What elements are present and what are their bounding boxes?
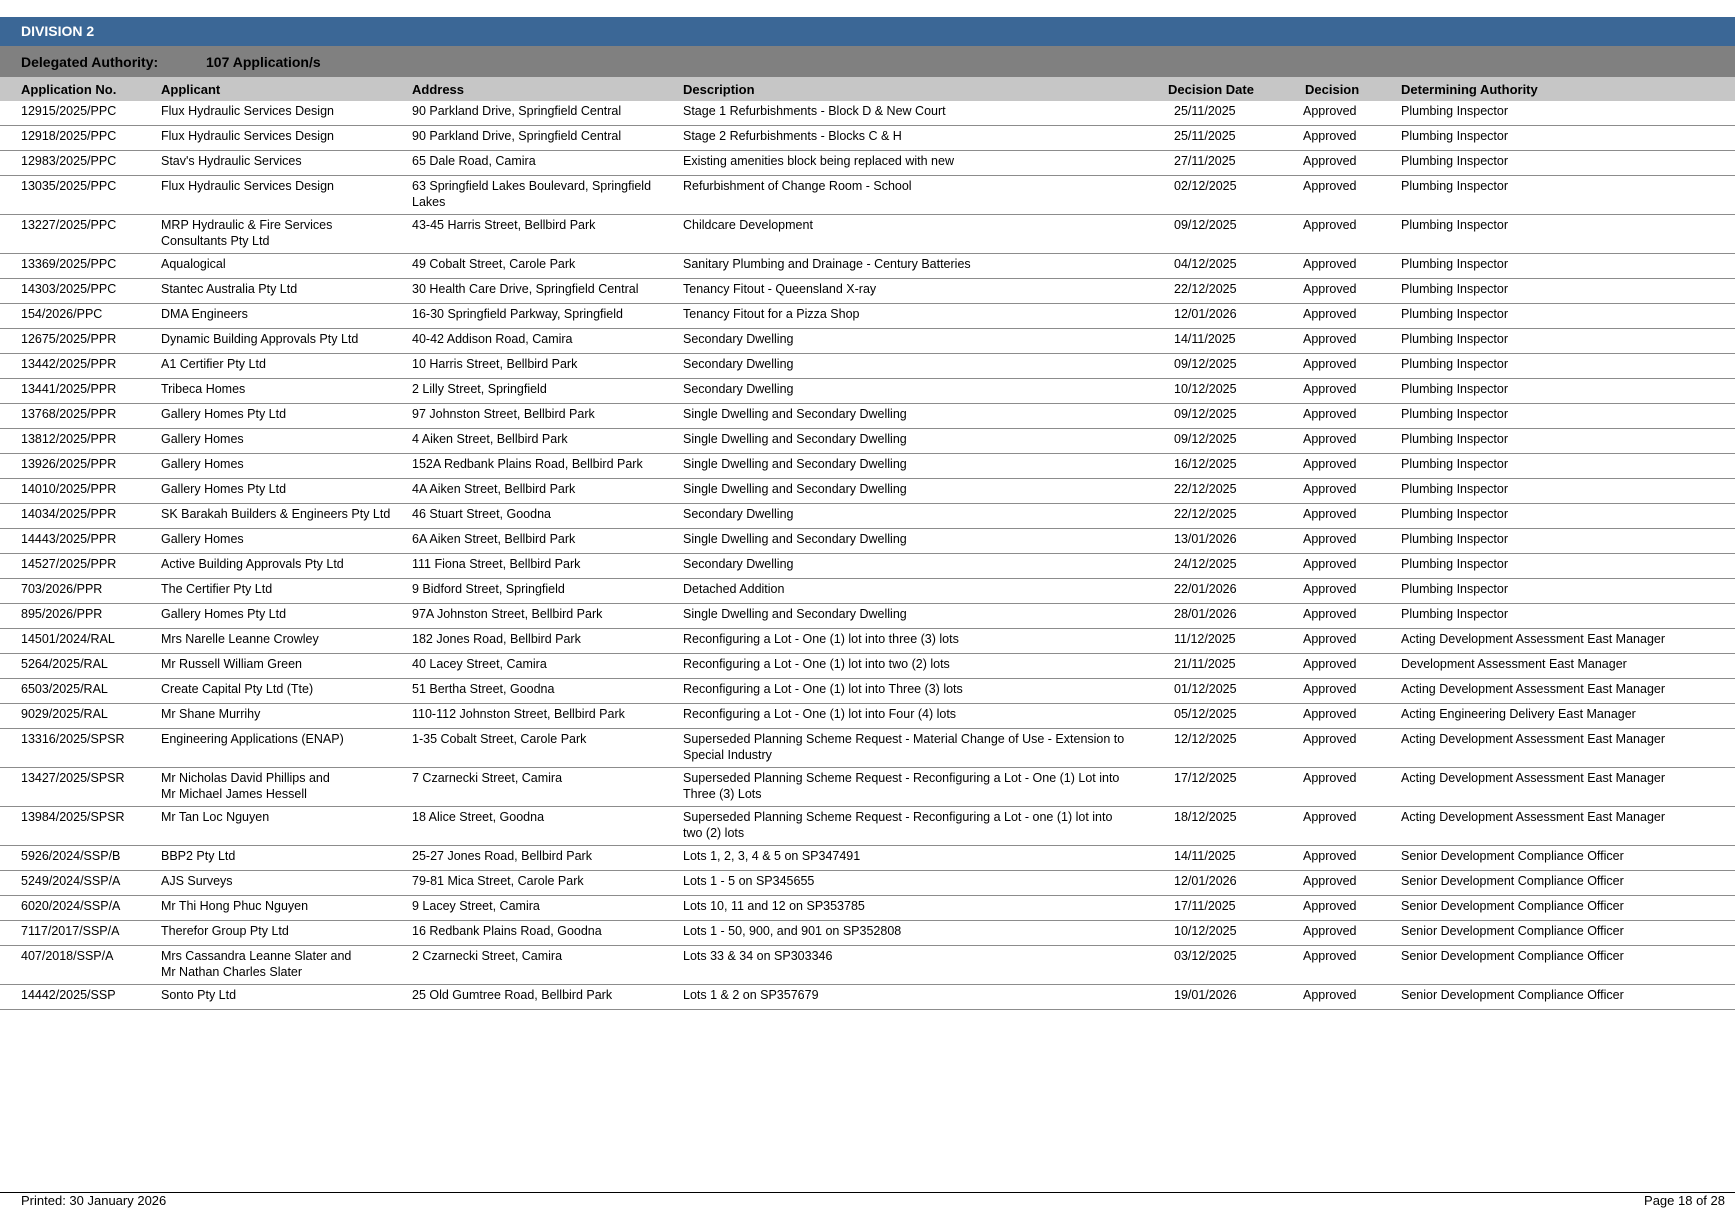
table-row	[0, 404, 1735, 429]
cell-address: 2 Czarnecki Street, Camira	[412, 949, 563, 963]
table-row	[0, 151, 1735, 176]
table-row	[0, 554, 1735, 579]
header-application-no: Application No.	[21, 82, 117, 97]
cell-determining-authority: Plumbing Inspector	[1401, 457, 1509, 471]
table-row	[0, 729, 1735, 768]
header-address: Address	[412, 82, 465, 97]
cell-application-no: 13227/2025/PPC	[21, 218, 117, 232]
table-row	[0, 454, 1735, 479]
cell-decision: Approved	[1303, 482, 1357, 496]
cell-decision-date: 10/12/2025	[1174, 924, 1237, 938]
cell-application-no: 9029/2025/RAL	[21, 707, 108, 721]
division-header	[0, 17, 1735, 46]
cell-applicant: Flux Hydraulic Services Design	[161, 104, 334, 118]
table-row	[0, 629, 1735, 654]
cell-decision: Approved	[1303, 949, 1357, 963]
cell-description: Single Dwelling and Secondary Dwelling	[683, 457, 907, 471]
cell-address: 16 Redbank Plains Road, Goodna	[412, 924, 602, 938]
cell-application-no: 14501/2024/RAL	[21, 632, 115, 646]
cell-determining-authority: Plumbing Inspector	[1401, 218, 1509, 232]
cell-applicant: Gallery Homes	[161, 432, 244, 446]
table-row	[0, 176, 1735, 215]
table-row	[0, 304, 1735, 329]
cell-decision-date: 04/12/2025	[1174, 257, 1237, 271]
cell-application-no: 13035/2025/PPC	[21, 179, 117, 193]
application-count: 107 Application/s	[206, 54, 321, 70]
cell-applicant: Aqualogical	[161, 257, 226, 271]
cell-address: 1-35 Cobalt Street, Carole Park	[412, 732, 587, 746]
cell-decision: Approved	[1303, 707, 1357, 721]
cell-description: Secondary Dwelling	[683, 332, 794, 346]
cell-description: Lots 1 - 5 on SP345655	[683, 874, 815, 888]
cell-applicant: Gallery Homes Pty Ltd	[161, 407, 287, 421]
cell-decision: Approved	[1303, 179, 1357, 193]
cell-description: Reconfiguring a Lot - One (1) lot into two (2) lots	[683, 657, 950, 671]
cell-application-no: 154/2026/PPC	[21, 307, 103, 321]
cell-address: 10 Harris Street, Bellbird Park	[412, 357, 578, 371]
cell-description: Stage 1 Refurbishments - Block D & New Court	[683, 104, 946, 118]
cell-decision: Approved	[1303, 307, 1357, 321]
cell-description: Childcare Development	[683, 218, 813, 232]
table-row	[0, 354, 1735, 379]
cell-applicant: Mr Russell William Green	[161, 657, 302, 671]
cell-application-no: 14010/2025/PPR	[21, 482, 117, 496]
cell-description: Lots 1 & 2 on SP357679	[683, 988, 819, 1002]
cell-address: 63 Springfield Lakes Boulevard, Springfield Lakes	[412, 179, 652, 209]
header-description: Description	[683, 82, 755, 97]
cell-application-no: 5249/2024/SSP/A	[21, 874, 121, 888]
cell-address: 111 Fiona Street, Bellbird Park	[412, 557, 581, 571]
cell-decision-date: 10/12/2025	[1174, 382, 1237, 396]
cell-determining-authority: Acting Development Assessment East Manager	[1401, 810, 1666, 824]
table-row	[0, 579, 1735, 604]
cell-address: 9 Lacey Street, Camira	[412, 899, 540, 913]
cell-decision: Approved	[1303, 407, 1357, 421]
cell-description: Secondary Dwelling	[683, 507, 794, 521]
footer-divider	[0, 1192, 1735, 1193]
cell-applicant: DMA Engineers	[161, 307, 248, 321]
cell-address: 65 Dale Road, Camira	[412, 154, 536, 168]
cell-decision-date: 25/11/2025	[1174, 104, 1236, 118]
cell-determining-authority: Plumbing Inspector	[1401, 507, 1509, 521]
cell-decision: Approved	[1303, 154, 1357, 168]
cell-application-no: 7117/2017/SSP/A	[21, 924, 120, 938]
cell-applicant: Mrs Cassandra Leanne Slater and Mr Nathan Charles Slater	[161, 949, 352, 979]
cell-determining-authority: Plumbing Inspector	[1401, 582, 1509, 596]
cell-application-no: 5926/2024/SSP/B	[21, 849, 121, 863]
cell-applicant: Stav's Hydraulic Services	[161, 154, 302, 168]
cell-address: 7 Czarnecki Street, Camira	[412, 771, 563, 785]
cell-decision: Approved	[1303, 657, 1357, 671]
cell-determining-authority: Senior Development Compliance Officer	[1401, 874, 1624, 888]
cell-decision-date: 16/12/2025	[1174, 457, 1237, 471]
cell-application-no: 6503/2025/RAL	[21, 682, 108, 696]
cell-description: Secondary Dwelling	[683, 382, 794, 396]
cell-address: 152A Redbank Plains Road, Bellbird Park	[412, 457, 643, 471]
cell-application-no: 13812/2025/PPR	[21, 432, 117, 446]
cell-applicant: Mrs Narelle Leanne Crowley	[161, 632, 319, 646]
table-row	[0, 429, 1735, 454]
cell-decision-date: 12/01/2026	[1174, 307, 1237, 321]
cell-determining-authority: Acting Development Assessment East Manager	[1401, 732, 1666, 746]
cell-applicant: Mr Nicholas David Phillips and Mr Michael James Hessell	[161, 771, 330, 801]
cell-description: Existing amenities block being replaced with new	[683, 154, 954, 168]
table-row	[0, 479, 1735, 504]
cell-decision-date: 22/12/2025	[1174, 282, 1237, 296]
cell-determining-authority: Senior Development Compliance Officer	[1401, 988, 1624, 1002]
cell-address: 25-27 Jones Road, Bellbird Park	[412, 849, 592, 863]
division-title: DIVISION 2	[21, 23, 95, 39]
cell-determining-authority: Plumbing Inspector	[1401, 432, 1509, 446]
cell-determining-authority: Plumbing Inspector	[1401, 332, 1509, 346]
cell-decision: Approved	[1303, 874, 1357, 888]
cell-description: Lots 33 & 34 on SP303346	[683, 949, 833, 963]
cell-applicant: Gallery Homes Pty Ltd	[161, 482, 287, 496]
cell-description: Refurbishment of Change Room - School	[683, 179, 912, 193]
printed-date: Printed: 30 January 2026	[21, 1193, 167, 1208]
cell-applicant: Dynamic Building Approvals Pty Ltd	[161, 332, 359, 346]
cell-application-no: 13441/2025/PPR	[21, 382, 117, 396]
cell-decision: Approved	[1303, 357, 1357, 371]
cell-determining-authority: Development Assessment East Manager	[1401, 657, 1627, 671]
cell-decision: Approved	[1303, 771, 1357, 785]
table-row	[0, 279, 1735, 304]
table-row	[0, 329, 1735, 354]
table-row	[0, 985, 1735, 1010]
cell-decision-date: 21/11/2025	[1174, 657, 1236, 671]
cell-decision: Approved	[1303, 332, 1357, 346]
page-number: Page 18 of 28	[1644, 1193, 1725, 1208]
cell-decision: Approved	[1303, 532, 1357, 546]
cell-address: 182 Jones Road, Bellbird Park	[412, 632, 581, 646]
cell-decision-date: 03/12/2025	[1174, 949, 1237, 963]
cell-description: Superseded Planning Scheme Request - Reconfiguring a Lot - One (1) Lot into Three (3) Lots	[683, 771, 1120, 801]
cell-decision: Approved	[1303, 810, 1357, 824]
cell-decision: Approved	[1303, 682, 1357, 696]
cell-address: 97A Johnston Street, Bellbird Park	[412, 607, 603, 621]
cell-description: Detached Addition	[683, 582, 785, 596]
cell-determining-authority: Plumbing Inspector	[1401, 282, 1509, 296]
cell-applicant: Gallery Homes	[161, 457, 244, 471]
cell-decision: Approved	[1303, 632, 1357, 646]
cell-determining-authority: Senior Development Compliance Officer	[1401, 849, 1624, 863]
cell-decision-date: 02/12/2025	[1174, 179, 1237, 193]
cell-applicant: Mr Thi Hong Phuc Nguyen	[161, 899, 309, 913]
cell-applicant: Sonto Pty Ltd	[161, 988, 237, 1002]
cell-decision: Approved	[1303, 257, 1357, 271]
cell-determining-authority: Acting Development Assessment East Manager	[1401, 682, 1666, 696]
cell-applicant: Active Building Approvals Pty Ltd	[161, 557, 344, 571]
cell-determining-authority: Senior Development Compliance Officer	[1401, 899, 1624, 913]
cell-application-no: 703/2026/PPR	[21, 582, 103, 596]
cell-decision: Approved	[1303, 457, 1357, 471]
table-row	[0, 807, 1735, 846]
cell-decision: Approved	[1303, 849, 1357, 863]
cell-address: 90 Parkland Drive, Springfield Central	[412, 129, 622, 143]
cell-description: Superseded Planning Scheme Request - Reconfiguring a Lot - one (1) lot into two (2) lots	[683, 810, 1113, 840]
cell-determining-authority: Plumbing Inspector	[1401, 179, 1509, 193]
cell-description: Single Dwelling and Secondary Dwelling	[683, 607, 907, 621]
cell-address: 4 Aiken Street, Bellbird Park	[412, 432, 568, 446]
cell-decision: Approved	[1303, 557, 1357, 571]
cell-applicant: A1 Certifier Pty Ltd	[161, 357, 266, 371]
cell-application-no: 13427/2025/SPSR	[21, 771, 125, 785]
cell-application-no: 895/2026/PPR	[21, 607, 103, 621]
table-row	[0, 654, 1735, 679]
table-row	[0, 604, 1735, 629]
cell-decision: Approved	[1303, 218, 1357, 232]
cell-description: Reconfiguring a Lot - One (1) lot into three (3) lots	[683, 632, 959, 646]
cell-decision: Approved	[1303, 988, 1357, 1002]
cell-application-no: 13768/2025/PPR	[21, 407, 117, 421]
header-determining-authority: Determining Authority	[1401, 82, 1538, 97]
cell-decision-date: 09/12/2025	[1174, 218, 1237, 232]
cell-address: 43-45 Harris Street, Bellbird Park	[412, 218, 596, 232]
cell-determining-authority: Acting Development Assessment East Manager	[1401, 771, 1666, 785]
cell-determining-authority: Acting Development Assessment East Manager	[1401, 632, 1666, 646]
cell-address: 51 Bertha Street, Goodna	[412, 682, 555, 696]
cell-determining-authority: Plumbing Inspector	[1401, 382, 1509, 396]
cell-determining-authority: Plumbing Inspector	[1401, 307, 1509, 321]
cell-address: 79-81 Mica Street, Carole Park	[412, 874, 584, 888]
cell-decision-date: 13/01/2026	[1174, 532, 1237, 546]
cell-applicant: Engineering Applications (ENAP)	[161, 732, 344, 746]
cell-decision-date: 22/12/2025	[1174, 482, 1237, 496]
cell-decision-date: 05/12/2025	[1174, 707, 1237, 721]
cell-decision-date: 12/12/2025	[1174, 732, 1237, 746]
table-row	[0, 254, 1735, 279]
cell-determining-authority: Plumbing Inspector	[1401, 154, 1509, 168]
cell-application-no: 13984/2025/SPSR	[21, 810, 125, 824]
cell-application-no: 12983/2025/PPC	[21, 154, 117, 168]
cell-decision: Approved	[1303, 732, 1357, 746]
table-row	[0, 704, 1735, 729]
cell-address: 49 Cobalt Street, Carole Park	[412, 257, 576, 271]
cell-decision-date: 28/01/2026	[1174, 607, 1237, 621]
cell-application-no: 14034/2025/PPR	[21, 507, 117, 521]
cell-determining-authority: Plumbing Inspector	[1401, 104, 1509, 118]
cell-description: Lots 1, 2, 3, 4 & 5 on SP347491	[683, 849, 861, 863]
cell-description: Secondary Dwelling	[683, 557, 794, 571]
table-row	[0, 529, 1735, 554]
cell-decision: Approved	[1303, 507, 1357, 521]
applications-table-body	[0, 101, 1735, 1010]
cell-address: 30 Health Care Drive, Springfield Central	[412, 282, 639, 296]
cell-applicant: SK Barakah Builders & Engineers Pty Ltd	[161, 507, 391, 521]
cell-address: 2 Lilly Street, Springfield	[412, 382, 547, 396]
cell-applicant: BBP2 Pty Ltd	[161, 849, 236, 863]
cell-description: Superseded Planning Scheme Request - Material Change of Use - Extension to Special Industry	[683, 732, 1125, 762]
delegated-authority-label: Delegated Authority:	[21, 54, 159, 70]
cell-description: Stage 2 Refurbishments - Blocks C & H	[683, 129, 902, 143]
cell-determining-authority: Senior Development Compliance Officer	[1401, 924, 1624, 938]
cell-determining-authority: Plumbing Inspector	[1401, 129, 1509, 143]
cell-description: Reconfiguring a Lot - One (1) lot into Four (4) lots	[683, 707, 957, 721]
cell-decision: Approved	[1303, 899, 1357, 913]
table-row	[0, 215, 1735, 254]
cell-decision-date: 17/12/2025	[1174, 771, 1237, 785]
cell-determining-authority: Plumbing Inspector	[1401, 557, 1509, 571]
table-row	[0, 379, 1735, 404]
cell-address: 18 Alice Street, Goodna	[412, 810, 545, 824]
cell-application-no: 14303/2025/PPC	[21, 282, 117, 296]
table-row	[0, 946, 1735, 985]
cell-application-no: 13926/2025/PPR	[21, 457, 117, 471]
cell-application-no: 5264/2025/RAL	[21, 657, 108, 671]
delegated-authority-bar	[0, 46, 1735, 77]
cell-decision-date: 18/12/2025	[1174, 810, 1237, 824]
cell-address: 9 Bidford Street, Springfield	[412, 582, 565, 596]
table-row	[0, 504, 1735, 529]
cell-application-no: 13369/2025/PPC	[21, 257, 117, 271]
cell-applicant: Mr Tan Loc Nguyen	[161, 810, 270, 824]
cell-applicant: MRP Hydraulic & Fire Services Consultants Pty Ltd	[161, 218, 333, 248]
cell-decision: Approved	[1303, 924, 1357, 938]
cell-applicant: Stantec Australia Pty Ltd	[161, 282, 298, 296]
cell-address: 6A Aiken Street, Bellbird Park	[412, 532, 576, 546]
cell-decision-date: 24/12/2025	[1174, 557, 1237, 571]
cell-application-no: 13442/2025/PPR	[21, 357, 117, 371]
cell-application-no: 407/2018/SSP/A	[21, 949, 114, 963]
cell-decision: Approved	[1303, 432, 1357, 446]
cell-decision: Approved	[1303, 582, 1357, 596]
cell-application-no: 6020/2024/SSP/A	[21, 899, 121, 913]
table-row	[0, 101, 1735, 126]
cell-applicant: Tribeca Homes	[161, 382, 246, 396]
table-row	[0, 921, 1735, 946]
cell-address: 110-112 Johnston Street, Bellbird Park	[412, 707, 625, 721]
header-applicant: Applicant	[161, 82, 221, 97]
cell-address: 90 Parkland Drive, Springfield Central	[412, 104, 622, 118]
cell-decision-date: 09/12/2025	[1174, 432, 1237, 446]
cell-address: 16-30 Springfield Parkway, Springfield	[412, 307, 623, 321]
cell-address: 25 Old Gumtree Road, Bellbird Park	[412, 988, 613, 1002]
cell-decision-date: 01/12/2025	[1174, 682, 1237, 696]
cell-applicant: Gallery Homes Pty Ltd	[161, 607, 287, 621]
cell-address: 4A Aiken Street, Bellbird Park	[412, 482, 576, 496]
cell-decision-date: 17/11/2025	[1174, 899, 1236, 913]
header-decision: Decision	[1305, 82, 1360, 97]
cell-determining-authority: Plumbing Inspector	[1401, 482, 1509, 496]
table-row	[0, 768, 1735, 807]
cell-decision-date: 22/12/2025	[1174, 507, 1237, 521]
cell-application-no: 14527/2025/PPR	[21, 557, 117, 571]
cell-application-no: 12675/2025/PPR	[21, 332, 117, 346]
cell-decision-date: 12/01/2026	[1174, 874, 1237, 888]
cell-decision: Approved	[1303, 382, 1357, 396]
header-decision-date: Decision Date	[1168, 82, 1254, 97]
cell-decision: Approved	[1303, 607, 1357, 621]
cell-address: 46 Stuart Street, Goodna	[412, 507, 551, 521]
cell-description: Single Dwelling and Secondary Dwelling	[683, 407, 907, 421]
cell-decision-date: 09/12/2025	[1174, 407, 1237, 421]
cell-address: 40 Lacey Street, Camira	[412, 657, 547, 671]
cell-applicant: Gallery Homes	[161, 532, 244, 546]
cell-application-no: 14443/2025/PPR	[21, 532, 117, 546]
cell-determining-authority: Plumbing Inspector	[1401, 607, 1509, 621]
cell-description: Single Dwelling and Secondary Dwelling	[683, 432, 907, 446]
cell-applicant: Mr Shane Murrihy	[161, 707, 261, 721]
cell-application-no: 13316/2025/SPSR	[21, 732, 125, 746]
cell-decision-date: 25/11/2025	[1174, 129, 1236, 143]
cell-address: 97 Johnston Street, Bellbird Park	[412, 407, 595, 421]
cell-decision-date: 11/12/2025	[1174, 632, 1236, 646]
table-header	[0, 77, 1735, 101]
cell-decision-date: 09/12/2025	[1174, 357, 1237, 371]
cell-application-no: 12915/2025/PPC	[21, 104, 117, 118]
cell-description: Single Dwelling and Secondary Dwelling	[683, 532, 907, 546]
cell-application-no: 14442/2025/SSP	[21, 988, 116, 1002]
cell-decision-date: 27/11/2025	[1174, 154, 1236, 168]
cell-description: Sanitary Plumbing and Drainage - Century Batteries	[683, 257, 971, 271]
cell-decision-date: 14/11/2025	[1174, 849, 1236, 863]
cell-description: Reconfiguring a Lot - One (1) lot into Three (3) lots	[683, 682, 963, 696]
cell-decision: Approved	[1303, 104, 1357, 118]
cell-decision-date: 19/01/2026	[1174, 988, 1237, 1002]
cell-description: Lots 1 - 50, 900, and 901 on SP352808	[683, 924, 902, 938]
cell-determining-authority: Plumbing Inspector	[1401, 407, 1509, 421]
cell-decision: Approved	[1303, 282, 1357, 296]
cell-description: Single Dwelling and Secondary Dwelling	[683, 482, 907, 496]
cell-applicant: AJS Surveys	[161, 874, 233, 888]
cell-description: Tenancy Fitout for a Pizza Shop	[683, 307, 860, 321]
table-row	[0, 846, 1735, 871]
cell-description: Secondary Dwelling	[683, 357, 794, 371]
cell-application-no: 12918/2025/PPC	[21, 129, 117, 143]
cell-applicant: Therefor Group Pty Ltd	[161, 924, 289, 938]
cell-applicant: Create Capital Pty Ltd (Tte)	[161, 682, 314, 696]
cell-decision-date: 22/01/2026	[1174, 582, 1237, 596]
cell-description: Tenancy Fitout - Queensland X-ray	[683, 282, 877, 296]
cell-determining-authority: Plumbing Inspector	[1401, 357, 1509, 371]
cell-decision-date: 14/11/2025	[1174, 332, 1236, 346]
table-row	[0, 896, 1735, 921]
table-row	[0, 126, 1735, 151]
cell-description: Lots 10, 11 and 12 on SP353785	[683, 899, 865, 913]
cell-determining-authority: Plumbing Inspector	[1401, 532, 1509, 546]
table-row	[0, 871, 1735, 896]
table-row	[0, 679, 1735, 704]
cell-applicant: The Certifier Pty Ltd	[161, 582, 273, 596]
cell-applicant: Flux Hydraulic Services Design	[161, 129, 334, 143]
cell-determining-authority: Acting Engineering Delivery East Manager	[1401, 707, 1636, 721]
cell-determining-authority: Plumbing Inspector	[1401, 257, 1509, 271]
cell-applicant: Flux Hydraulic Services Design	[161, 179, 334, 193]
cell-determining-authority: Senior Development Compliance Officer	[1401, 949, 1624, 963]
cell-decision: Approved	[1303, 129, 1357, 143]
cell-address: 40-42 Addison Road, Camira	[412, 332, 573, 346]
